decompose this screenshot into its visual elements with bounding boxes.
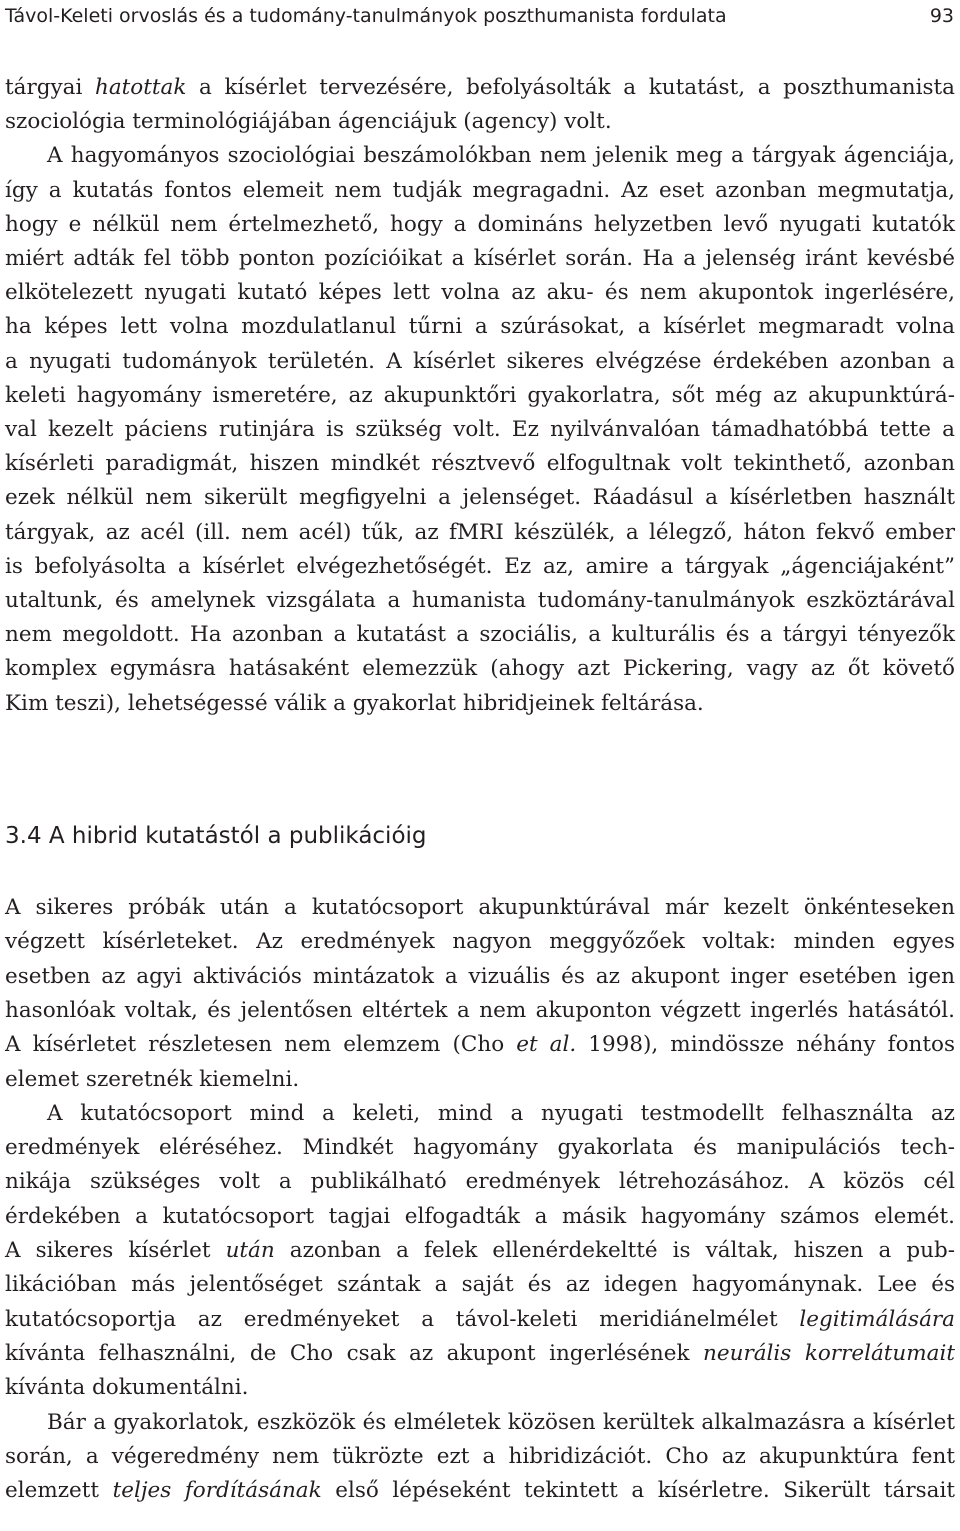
italic-run: után <box>225 1238 275 1263</box>
text-line <box>5 1199 955 1234</box>
text-run: nikája szükséges volt a publikálható eredmények létrehozásához. A közös cél <box>5 1169 955 1195</box>
text-line <box>5 959 955 994</box>
text-run: végzett kísérleteket. Az eredmények nagyon meggyőzőek voltak: minden egyes <box>5 929 955 955</box>
text-run: likációban más jelentőséget szántak a saját és az idegen hagyománynak. Lee és <box>5 1272 955 1298</box>
text-line <box>5 1233 955 1268</box>
text-run: A kísérletet részletesen nem elemzem (Cho <box>5 1032 517 1058</box>
italic-run: hatottak <box>94 75 187 100</box>
text-run: 1998), mindössze néhány fontos <box>576 1032 955 1058</box>
text-line <box>5 1164 955 1199</box>
text-run: a nyugati tudományok területén. A kísérlet sikeres elvégzése érdekében azonban a <box>5 348 955 374</box>
text-run: így a kutatás fontos elemeit nem tudják megragadni. Az eset azonban megmutatja, <box>5 177 955 203</box>
text-run: keleti hagyomány ismeretére, az akupunktőri gyakorlatra, sőt még az akupunktúrá- <box>5 382 955 408</box>
text-run: komplex egymásra hatásaként elemezzük (ahogy azt Pickering, vagy az őt követő <box>5 656 955 682</box>
text-run: ha képes lett volna mozdulatlanul tűrni a szúrásokat, a kísérlet megmaradt volna <box>5 314 955 340</box>
text-run: elemet szeretnék kiemelni. <box>5 1066 300 1092</box>
text-run: elemzett <box>5 1478 113 1504</box>
text-line <box>5 1267 955 1302</box>
text-run: utaltunk, és amelynek vizsgálata a humanista tudomány-tanulmányok eszköztárával <box>5 588 955 613</box>
text-line <box>5 1027 955 1062</box>
text-run: esetben az agyi aktivációs mintázatok a vizuális és az akupont inger esetében igen <box>5 963 955 989</box>
text-run: ezek nélkül nem sikerült megfigyelni a jelenséget. Ráadásul a kísérletben használt <box>5 485 955 511</box>
italic-run: legitimálására <box>799 1306 955 1332</box>
italic-run: et al. <box>516 1032 577 1058</box>
text-line <box>5 993 955 1028</box>
text-run: a kísérlet tervezésére, befolyásolták a kutatást, a poszthumanista <box>186 75 955 100</box>
text-line <box>5 1439 955 1474</box>
text-line <box>5 138 955 173</box>
text-run: nem megoldott. Ha azonban a kutatást a szociális, a kulturális és a tárgyi tényezők <box>5 622 955 648</box>
text-run: során, a végeredmény nem tükrözte ezt a hibridizációt. Cho az akupunktúra fent <box>5 1443 955 1469</box>
text-line <box>5 1405 955 1440</box>
text-line <box>5 241 955 276</box>
italic-run: neurális korrelátumait <box>703 1340 955 1366</box>
text-line <box>5 1130 955 1165</box>
text-line <box>5 583 955 618</box>
text-run: kísérleti paradigmát, hiszen mindkét résztvevő elfogultnak volt tekinthető, azonban <box>5 451 955 477</box>
running-title: Távol-Keleti orvoslás és a tudomány-tanulmányok poszthumanista fordulata <box>5 5 727 27</box>
text-line <box>5 104 955 139</box>
page-number: 93 <box>929 5 954 27</box>
text-line <box>5 1370 955 1405</box>
running-header <box>5 2 954 30</box>
text-line <box>5 207 955 242</box>
text-run: első lépéseként tekintett a kísérletre. Sikerült társait <box>321 1478 955 1504</box>
text-line <box>5 480 955 515</box>
text-run: kívánta felhasználni, de Cho csak az akupont ingerlésének <box>5 1340 704 1366</box>
text-line <box>5 1302 955 1337</box>
text-line <box>5 686 955 721</box>
text-line <box>5 1473 955 1508</box>
text-run: A sikeres kísérlet <box>5 1238 226 1263</box>
text-line <box>5 515 955 550</box>
section-heading: 3.4 A hibrid kutatástól a publikációig <box>5 823 427 849</box>
italic-run: teljes fordításának <box>112 1478 322 1504</box>
text-run: eredmények eléréséhez. Mindkét hagyomány gyakorlata és manipulációs tech- <box>5 1135 955 1161</box>
text-line <box>5 275 955 310</box>
text-run: kutatócsoportja az eredményeket a távol-keleti meridiánelmélet <box>5 1306 800 1332</box>
text-line <box>5 890 955 925</box>
text-line <box>5 1062 955 1097</box>
text-run: val kezelt páciens rutinjára is szükség volt. Ez nyilvánvalóan támadhatóbbá tette a <box>5 417 955 442</box>
text-run: érdekében a kutatócsoport tagjai elfogadták a másik hagyomány számos elemét. <box>5 1203 955 1229</box>
text-run: A hagyományos szociológiai beszámolókban nem jelenik meg a tárgyak ágenciája, <box>47 143 955 169</box>
text-run: hasonlóak voltak, és jelentősen eltértek a nem akuponton végzett ingerlés hatásától. <box>5 997 955 1023</box>
text-line <box>5 412 955 447</box>
text-run: Kim teszi), lehetségessé válik a gyakorlat hibridjeinek feltárása. <box>5 690 704 716</box>
text-line <box>5 309 955 344</box>
text-line <box>5 1336 955 1371</box>
text-run: elkötelezett nyugati kutató képes lett volna az aku- és nem akupontok ingerlésére, <box>5 280 955 306</box>
text-line <box>5 924 955 959</box>
text-line <box>5 70 955 105</box>
text-run: azonban a felek ellenérdekeltté is váltak, hiszen a pub- <box>274 1238 955 1263</box>
text-run: tárgyai <box>5 75 95 100</box>
text-run: A sikeres próbák után a kutatócsoport akupunktúrával már kezelt önkénteseken <box>5 895 955 920</box>
text-line <box>5 378 955 413</box>
text-run: tárgyak, az acél (ill. nem acél) tűk, az fMRI készülék, a lélegző, háton fekvő ember <box>5 519 955 545</box>
text-run: is befolyásolta a kísérlet elvégezhetőségét. Ez az, amire a tárgyak „ágenciájaként” <box>5 553 955 579</box>
text-run: Bár a gyakorlatok, eszközök és elméletek közösen kerültek alkalmazásra a kísérlet <box>47 1409 955 1435</box>
text-line <box>5 617 955 652</box>
text-run: hogy e nélkül nem értelmezhető, hogy a domináns helyzetben levő nyugati kutatók <box>5 211 955 237</box>
text-run: A kutatócsoport mind a keleti, mind a nyugati testmodellt felhasználta az <box>47 1100 955 1126</box>
text-line <box>5 1096 955 1131</box>
text-line <box>5 344 955 379</box>
text-line <box>5 651 955 686</box>
text-run: miért adták fel több ponton pozícióikat a kísérlet során. Ha a jelenség iránt kevésbé <box>5 246 955 271</box>
text-line <box>5 549 955 584</box>
text-line <box>5 446 955 481</box>
text-run: szociológia terminológiájában ágenciájuk (agency) volt. <box>5 109 612 135</box>
text-run: kívánta dokumentálni. <box>5 1375 249 1401</box>
text-line <box>5 173 955 208</box>
